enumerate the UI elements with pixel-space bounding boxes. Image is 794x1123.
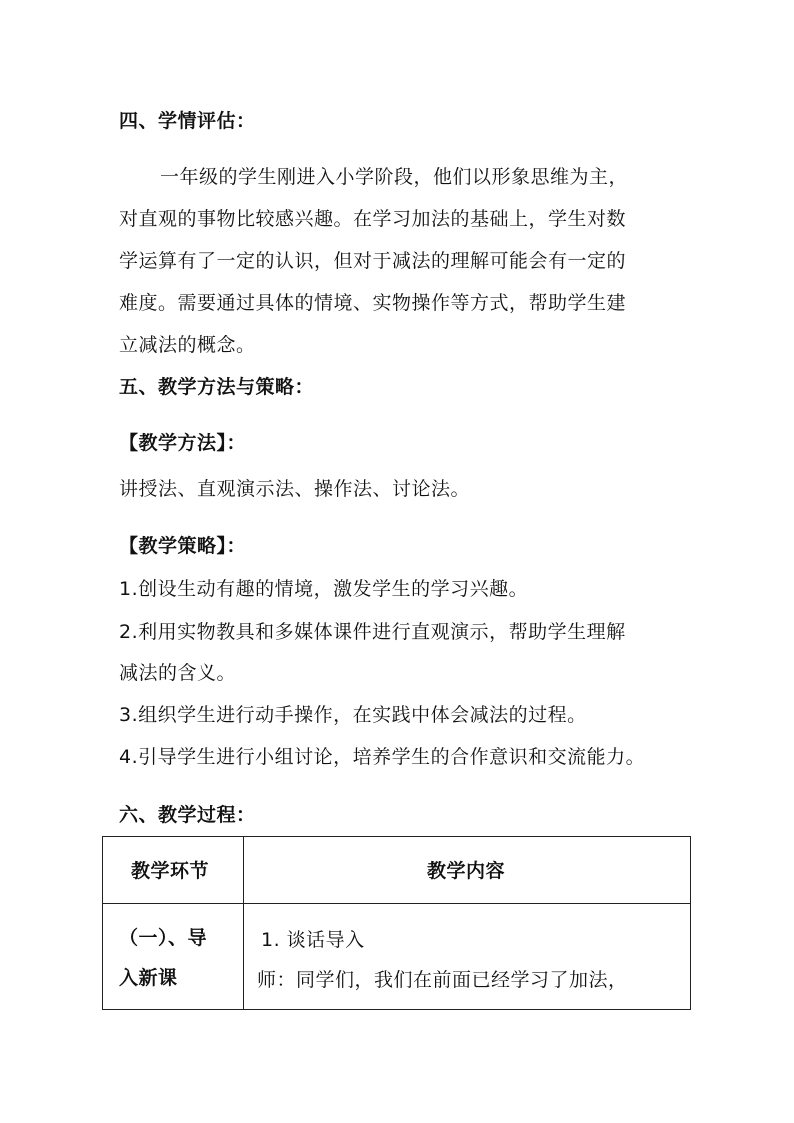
section-4-paragraph-line-5: 立减法的概念。 <box>119 334 256 356</box>
strategy-line-1: 1.创设生动有趣的情境，激发学生的学习兴趣。 <box>119 578 529 600</box>
section-5-heading: 五、教学方法与策略： <box>119 376 315 398</box>
table-row-content-line-2: 师：同学们，我们在前面已经学习了加法， <box>257 969 628 991</box>
section-4-paragraph-line-3: 学运算有了一定的认识，但对于减法的理解可能会有一定的 <box>119 250 627 272</box>
strategy-line-4: 4.引导学生进行小组讨论，培养学生的合作意识和交流能力。 <box>119 746 646 768</box>
section-6-heading: 六、教学过程： <box>119 804 256 826</box>
table-row-stage-line-1: （一）、导 <box>119 927 208 949</box>
table-column-divider <box>243 837 244 1009</box>
section-4-paragraph-line-1: 一年级的学生刚进入小学阶段，他们以形象思维为主， <box>160 166 629 188</box>
teaching-strategies-label: 【教学策略】： <box>119 535 247 557</box>
strategy-line-2-continued: 减法的含义。 <box>119 662 237 684</box>
strategy-line-3: 3.组织学生进行动手操作，在实践中体会减法的过程。 <box>119 704 587 726</box>
teaching-methods-label: 【教学方法】： <box>119 432 247 454</box>
section-4-paragraph-line-4: 难度。需要通过具体的情境、实物操作等方式，帮助学生建 <box>119 292 627 314</box>
teaching-process-table <box>102 836 691 1010</box>
section-4-paragraph-line-2: 对直观的事物比较感兴趣。在学习加法的基础上，学生对数 <box>119 208 627 230</box>
table-header-content: 教学内容 <box>427 860 506 882</box>
table-row-stage-line-2: 入新课 <box>119 967 178 989</box>
strategy-line-2: 2.利用实物教具和多媒体课件进行直观演示，帮助学生理解 <box>119 621 626 643</box>
teaching-methods-text: 讲授法、直观演示法、操作法、讨论法。 <box>119 478 471 500</box>
section-4-heading: 四、学情评估： <box>119 110 256 132</box>
table-header-stage: 教学环节 <box>131 860 210 882</box>
table-header-divider <box>103 903 690 904</box>
table-row-content-line-1: 1. 谈话导入 <box>261 929 365 951</box>
